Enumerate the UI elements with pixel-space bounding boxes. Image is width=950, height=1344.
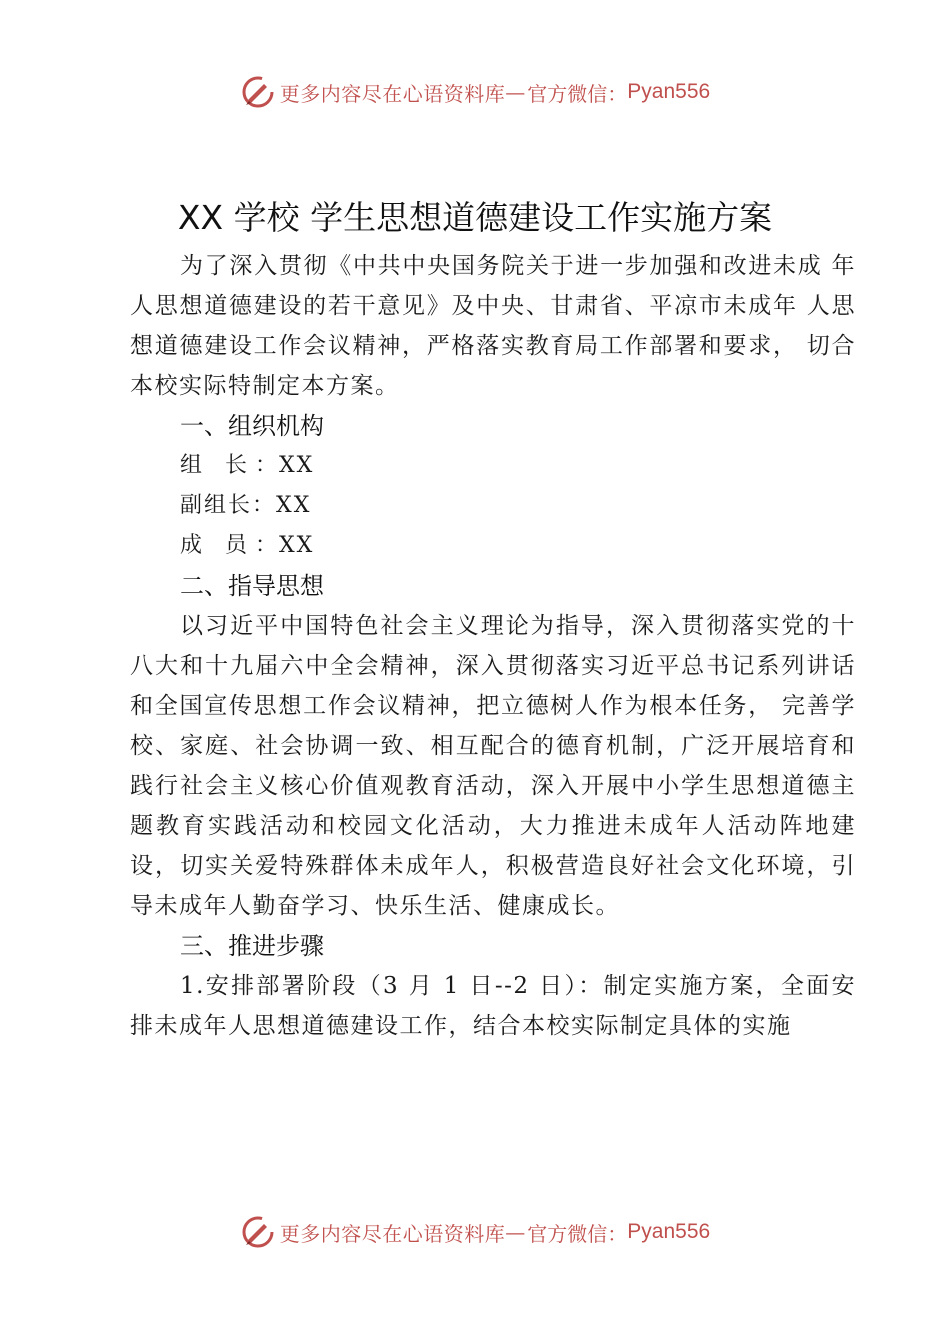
- guiding-thought-paragraph: 以习近平中国特色社会主义理论为指导，深入贯彻落实党的十八大和十九届六中全会精神，深入贯彻落实习近平总书记系列讲话和全国宣传思想工作会议精神，把立德树人作为根本任务， 完善学校、家庭、社会协调一致、相互配合的德育机制，广泛开展培育和践行社会主义核心价值观教育活动，深入开展中小学生思想道德主题教育实践活动和校园文化活动，大力推进未成年人活动阵地建设，切实关爱特殊群体未成年人，积极营造良好社会文化环境，引导未成年人勤奋学习、快乐生活、健康成长。: [130, 613, 856, 919]
- banner-wechat-id: Pyan556: [627, 80, 711, 103]
- member-row-members: [130, 526, 856, 566]
- member-sep: ：: [255, 453, 280, 478]
- banner-dash: —: [505, 80, 526, 104]
- section-heading-organization: 一、组织机构: [180, 412, 324, 440]
- member-name: XX: [279, 533, 315, 558]
- banner-brand: 更多内容尽在心语资料库: [279, 81, 506, 106]
- header-banner: [0, 72, 950, 112]
- banner-dash: —: [505, 1220, 526, 1244]
- member-sep: ：: [255, 533, 280, 558]
- member-role: 成 员: [180, 533, 255, 558]
- document-title: XX 学校 学生思想道德建设工作实施方案: [177, 198, 773, 238]
- section-heading-guiding-thought: 二、指导思想: [180, 572, 324, 600]
- section-heading-steps: 三、推进步骤: [180, 932, 324, 960]
- banner-wechat-label: 官方微信：: [527, 81, 628, 106]
- banner-brand: 更多内容尽在心语资料库: [279, 1221, 506, 1246]
- brush-pen-logo-icon: [240, 1214, 276, 1250]
- member-role: 组 长: [180, 453, 255, 478]
- brush-pen-logo-icon: [240, 74, 276, 110]
- banner-wechat-id: Pyan556: [627, 1220, 711, 1243]
- footer-banner: [0, 1212, 950, 1252]
- member-row-deputy: [130, 486, 856, 526]
- member-name: XX: [276, 493, 312, 518]
- intro-paragraph: 为了深入贯彻《中共中央国务院关于进一步加强和改进未成 年人思想道德建设的若干意见》及中央、甘肃省、平凉市未成年 人思想道德建设工作会议精神，严格落实教育局工作部署和要求， 切合本校实际特制定本方案。: [130, 253, 856, 399]
- document-body: [130, 246, 856, 1046]
- member-name: XX: [279, 453, 315, 478]
- step-1-paragraph: 1.安排部署阶段（3 月 1 日--2 日）：制定实施方案，全面安排未成年人思想道德建设工作，结合本校实际制定具体的实施: [130, 973, 856, 1039]
- member-sep: ：: [252, 493, 277, 518]
- member-row-leader: [130, 446, 856, 486]
- banner-wechat-label: 官方微信：: [527, 1221, 628, 1246]
- member-role: 副组长: [180, 493, 253, 518]
